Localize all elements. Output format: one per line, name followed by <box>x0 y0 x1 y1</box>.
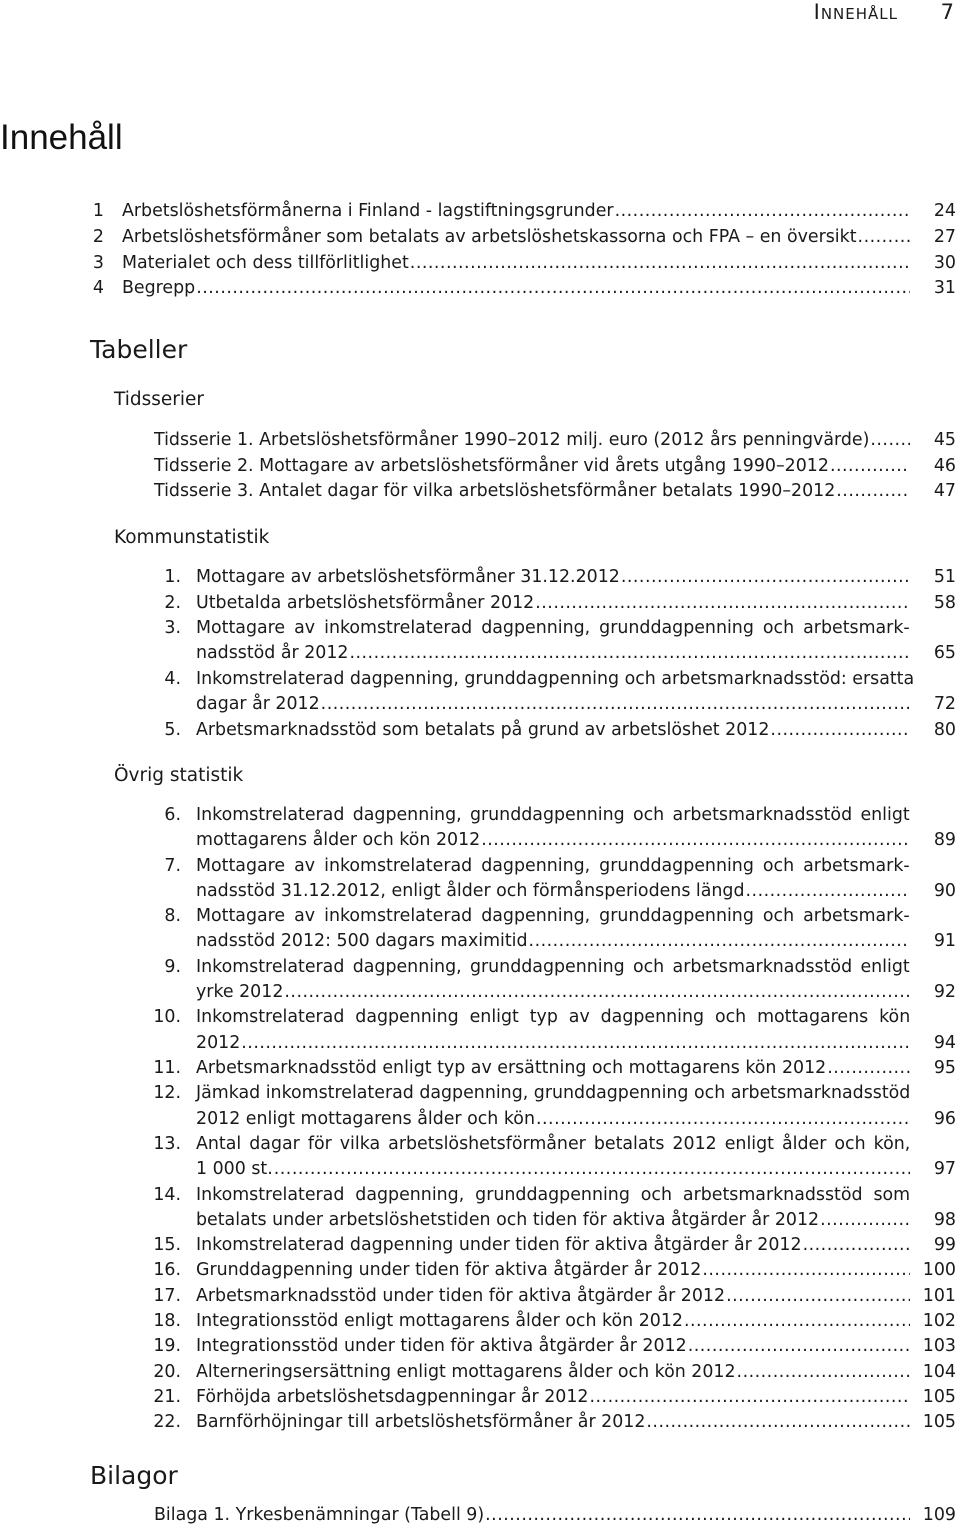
kommun-entry-page: 58 <box>933 593 956 613</box>
ovrig-entry-text: Inkomstrelaterad dagpenning under tiden för aktiva åtgärder år 2012 <box>196 1235 802 1256</box>
tidsserie-entry-line <box>154 454 910 479</box>
chapter-entry-text: Arbetslöshetsförmåner som betalats av arbetslöshetskassorna och FPA – en översikt <box>122 227 857 247</box>
ovrig-entry-line <box>196 828 910 853</box>
tidsserie-entry-text: Tidsserie 3. Antalet dagar för vilka arbetslöshetsförmåner betalats 1990–2012 <box>154 481 836 501</box>
bilaga-entry-line <box>154 1503 910 1528</box>
ovrig-entry-line <box>196 1258 910 1283</box>
ovrig-entry-number: 20. <box>153 1361 181 1382</box>
kommun-entry-number: 5. <box>164 720 181 740</box>
ovrig-entry-page: 103 <box>922 1336 956 1357</box>
kommun-entry-page: 65 <box>933 643 956 664</box>
ovrig-entry-text: Arbetsmarknadsstöd enligt typ av ersättning och mottagarens kön 2012 <box>196 1058 827 1078</box>
dot-leader <box>836 479 910 504</box>
ovrig-entry-text: Barnförhöjningar till arbetslöshetsförmåner år 2012 <box>196 1412 646 1433</box>
dot-leader <box>858 225 910 250</box>
chapter-entry-page: 24 <box>933 201 956 221</box>
kommun-entry-page: 51 <box>933 567 956 587</box>
bilagor-heading: Bilagor <box>90 1461 178 1490</box>
ovrig-statistik-heading: Övrig statistik <box>114 765 244 786</box>
tables-heading: Tabeller <box>90 335 188 364</box>
kommun-entry-line <box>196 641 910 666</box>
kommun-entry-line <box>196 616 910 641</box>
ovrig-entry-text: Grunddagpenning under tiden för aktiva åtgärder år 2012 <box>196 1260 702 1281</box>
dot-leader <box>536 1107 910 1132</box>
ovrig-entry-page: 90 <box>933 880 956 901</box>
ovrig-entry-number: 19. <box>153 1336 181 1357</box>
page-number: 7 <box>940 0 954 24</box>
ovrig-entry-text: Integrationsstöd enligt mottagarens ålder och kön 2012 <box>196 1311 683 1331</box>
ovrig-entry-number: 11. <box>153 1058 181 1078</box>
dot-leader <box>589 1385 910 1410</box>
ovrig-entry-number: 18. <box>153 1311 181 1331</box>
dot-leader <box>870 428 910 453</box>
ovrig-entry-line <box>196 854 910 879</box>
ovrig-entry-line <box>196 879 910 904</box>
ovrig-entry-text: Inkomstrelaterad dagpenning, grunddagpenning och arbetsmarknadsstöd enligt <box>196 805 910 825</box>
dot-leader <box>803 1233 910 1258</box>
kommun-entry-text: Utbetalda arbetslöshetsförmåner 2012 <box>196 593 535 613</box>
ovrig-entry-page: 102 <box>922 1311 956 1331</box>
ovrig-entry-number: 8. <box>164 906 181 927</box>
ovrig-entry-text: nadsstöd 31.12.2012, enligt ålder och förmånsperiodens längd <box>196 880 745 901</box>
kommunstatistik-heading: Kommunstatistik <box>114 527 270 548</box>
dot-leader <box>535 591 910 616</box>
ovrig-entry-page: 95 <box>933 1058 956 1078</box>
kommun-entry-number: 2. <box>164 593 181 613</box>
kommun-entry-text: Mottagare av inkomstrelaterad dagpenning, grunddagpenning och arbetsmark- <box>196 618 910 638</box>
ovrig-entry-page: 105 <box>922 1386 956 1407</box>
dot-leader <box>529 929 910 954</box>
ovrig-entry-text: 2012 <box>196 1032 241 1053</box>
ovrig-entry-number: 16. <box>153 1260 181 1281</box>
running-header <box>0 0 960 26</box>
ovrig-entry-line <box>196 955 910 980</box>
tidsserie-entry-text: Tidsserie 1. Arbetslöshetsförmåner 1990–2012 milj. euro (2012 års penningvärde) <box>154 430 870 450</box>
ovrig-entry-page: 92 <box>933 982 956 1003</box>
chapter-entry-page: 27 <box>933 227 956 247</box>
kommun-entry-text: Mottagare av arbetslöshetsförmåner 31.12.2012 <box>196 567 620 587</box>
ovrig-entry-page: 96 <box>933 1108 956 1129</box>
ovrig-entry-line <box>196 1309 910 1334</box>
chapter-entry-number: 2 <box>92 227 104 247</box>
ovrig-entry-line <box>196 1284 910 1309</box>
ovrig-entry-text: 1 000 st. <box>196 1159 273 1180</box>
tidsserie-entry-page: 45 <box>933 430 956 450</box>
ovrig-entry-line <box>196 1385 910 1410</box>
ovrig-entry-number: 15. <box>153 1235 181 1256</box>
dot-leader <box>688 1334 910 1359</box>
ovrig-entry-text: betalats under arbetslöshetstiden och tiden för aktiva åtgärder år 2012 <box>196 1209 820 1230</box>
ovrig-entry-text: nadsstöd 2012: 500 dagars maximitid <box>196 931 528 952</box>
ovrig-entry-text: mottagarens ålder och kön 2012 <box>196 830 481 851</box>
kommun-entry-line <box>196 718 910 743</box>
ovrig-entry-line <box>196 1208 910 1233</box>
ovrig-entry-line <box>196 1132 910 1157</box>
chapter-entry-text: Begrepp <box>122 278 196 298</box>
ovrig-entry-page: 99 <box>933 1235 956 1256</box>
ovrig-entry-number: 10. <box>153 1007 181 1028</box>
running-header-section: Innehåll <box>813 0 898 24</box>
ovrig-entry-text: Förhöjda arbetslöshetsdagpenningar år 2012 <box>196 1386 589 1407</box>
ovrig-entry-page: 100 <box>922 1260 956 1281</box>
kommun-entry-text: Arbetsmarknadsstöd som betalats på grund av arbetslöshet 2012 <box>196 720 770 740</box>
ovrig-entry-text: Antal dagar för vilka arbetslöshetsförmåner betalats 2012 enligt ålder och kön, <box>196 1133 911 1154</box>
dot-leader <box>274 1157 910 1182</box>
chapter-entry-line <box>122 251 910 276</box>
chapter-entry-page: 30 <box>933 253 956 273</box>
ovrig-entry-page: 94 <box>933 1032 956 1053</box>
kommun-entry-text: dagar år 2012 <box>196 694 320 715</box>
tidsserie-entry-page: 46 <box>933 456 956 476</box>
ovrig-entry-number: 13. <box>153 1133 181 1154</box>
ovrig-entry-number: 12. <box>153 1083 181 1104</box>
ovrig-entry-line <box>196 1107 910 1132</box>
ovrig-entry-number: 6. <box>164 805 181 825</box>
kommun-entry-text: nadsstöd år 2012 <box>196 643 349 664</box>
ovrig-entry-text: Integrationsstöd under tiden för aktiva åtgärder år 2012 <box>196 1336 687 1357</box>
dot-leader <box>737 1360 910 1385</box>
kommun-entry-number: 4. <box>164 669 181 689</box>
ovrig-entry-page: 101 <box>922 1285 956 1306</box>
ovrig-entry-text: Mottagare av inkomstrelaterad dagpenning, grunddagpenning och arbetsmark- <box>196 906 910 927</box>
dot-leader <box>321 692 910 717</box>
ovrig-entry-number: 7. <box>164 855 181 876</box>
ovrig-entry-number: 17. <box>153 1285 181 1306</box>
chapter-entry-number: 4 <box>92 278 104 298</box>
ovrig-entry-text: 2012 enligt mottagarens ålder och kön <box>196 1108 535 1129</box>
kommun-entry-line <box>196 565 910 590</box>
dot-leader <box>241 1031 910 1056</box>
kommun-entry-line <box>196 667 915 692</box>
dot-leader <box>684 1309 910 1334</box>
ovrig-entry-line <box>196 929 910 954</box>
tidsserie-entry-line <box>154 428 910 453</box>
kommun-entry-line <box>196 692 910 717</box>
ovrig-entry-text: Arbetsmarknadsstöd under tiden för aktiva åtgärder år 2012 <box>196 1285 726 1306</box>
dot-leader <box>726 1284 910 1309</box>
kommun-entry-line <box>196 591 910 616</box>
ovrig-entry-line <box>196 1334 910 1359</box>
ovrig-entry-text: Alterneringsersättning enligt mottagarens ålder och kön 2012 <box>196 1361 736 1382</box>
ovrig-entry-text: Inkomstrelaterad dagpenning, grunddagpenning och arbetsmarknadsstöd enligt <box>196 956 910 977</box>
ovrig-entry-line <box>196 803 910 828</box>
ovrig-entry-line <box>196 1183 910 1208</box>
chapter-entry-line <box>122 199 910 224</box>
dot-leader <box>615 199 910 224</box>
chapter-entry-number: 1 <box>92 201 104 221</box>
ovrig-entry-line <box>196 1031 910 1056</box>
ovrig-entry-page: 104 <box>922 1361 956 1382</box>
ovrig-entry-text: Mottagare av inkomstrelaterad dagpenning, grunddagpenning och arbetsmark- <box>196 855 910 876</box>
chapter-entry-number: 3 <box>92 253 104 273</box>
chapter-entry-text: Arbetslöshetsförmånerna i Finland - lagstiftningsgrunder <box>122 201 614 221</box>
tidsserie-entry-page: 47 <box>933 481 956 501</box>
ovrig-entry-line <box>196 1157 910 1182</box>
ovrig-entry-number: 14. <box>153 1184 181 1205</box>
dot-leader <box>410 251 910 276</box>
ovrig-entry-line <box>196 1360 910 1385</box>
ovrig-entry-line <box>196 1081 910 1106</box>
chapter-entry-line <box>122 276 910 301</box>
ovrig-entry-text: yrke 2012 <box>196 982 284 1003</box>
dot-leader <box>746 879 910 904</box>
ovrig-entry-text: Inkomstrelaterad dagpenning enligt typ av dagpenning och mottagarens kön <box>196 1007 911 1028</box>
ovrig-entry-page: 91 <box>933 931 956 952</box>
dot-leader <box>770 718 910 743</box>
tidsserier-heading: Tidsserier <box>114 389 205 410</box>
ovrig-entry-line <box>196 904 910 929</box>
ovrig-entry-text: Jämkad inkomstrelaterad dagpenning, grunddagpenning och arbetsmarknadsstöd <box>196 1083 911 1104</box>
dot-leader <box>284 980 910 1005</box>
ovrig-entry-line <box>196 1005 910 1030</box>
dot-leader <box>349 641 910 666</box>
ovrig-entry-page: 97 <box>933 1159 956 1180</box>
ovrig-entry-number: 9. <box>164 956 181 977</box>
page-title: Innehåll <box>0 118 123 157</box>
dot-leader <box>621 565 910 590</box>
ovrig-entry-line <box>196 980 910 1005</box>
dot-leader <box>485 1503 910 1528</box>
ovrig-entry-line <box>196 1233 910 1258</box>
chapter-entry-line <box>122 225 910 250</box>
ovrig-entry-page: 105 <box>922 1412 956 1433</box>
kommun-entry-page: 72 <box>933 694 956 715</box>
ovrig-entry-text: Inkomstrelaterad dagpenning, grunddagpenning och arbetsmarknadsstöd som <box>196 1184 911 1205</box>
dot-leader <box>830 454 910 479</box>
dot-leader <box>481 828 910 853</box>
ovrig-entry-line <box>196 1056 910 1081</box>
tidsserie-entry-text: Tidsserie 2. Mottagare av arbetslöshetsförmåner vid årets utgång 1990–2012 <box>154 456 829 476</box>
ovrig-entry-page: 89 <box>933 830 956 851</box>
tidsserie-entry-line <box>154 479 910 504</box>
chapter-entry-page: 31 <box>933 278 956 298</box>
ovrig-entry-line <box>196 1410 910 1435</box>
bilaga-entry-page: 109 <box>922 1505 956 1525</box>
kommun-entry-page: 80 <box>933 720 956 740</box>
ovrig-entry-number: 21. <box>153 1386 181 1407</box>
ovrig-entry-page: 98 <box>933 1209 956 1230</box>
dot-leader <box>820 1208 910 1233</box>
dot-leader <box>646 1410 910 1435</box>
dot-leader <box>702 1258 910 1283</box>
kommun-entry-number: 3. <box>164 618 181 638</box>
kommun-entry-text: Inkomstrelaterad dagpenning, grunddagpenning och arbetsmarknadsstöd: ersatta <box>196 669 915 689</box>
dot-leader <box>196 276 910 301</box>
chapter-entry-text: Materialet och dess tillförlitlighet <box>122 253 409 273</box>
dot-leader <box>827 1056 910 1081</box>
kommun-entry-number: 1. <box>164 567 181 587</box>
ovrig-entry-number: 22. <box>153 1412 181 1433</box>
bilaga-entry-text: Bilaga 1. Yrkesbenämningar (Tabell 9) <box>154 1505 485 1525</box>
